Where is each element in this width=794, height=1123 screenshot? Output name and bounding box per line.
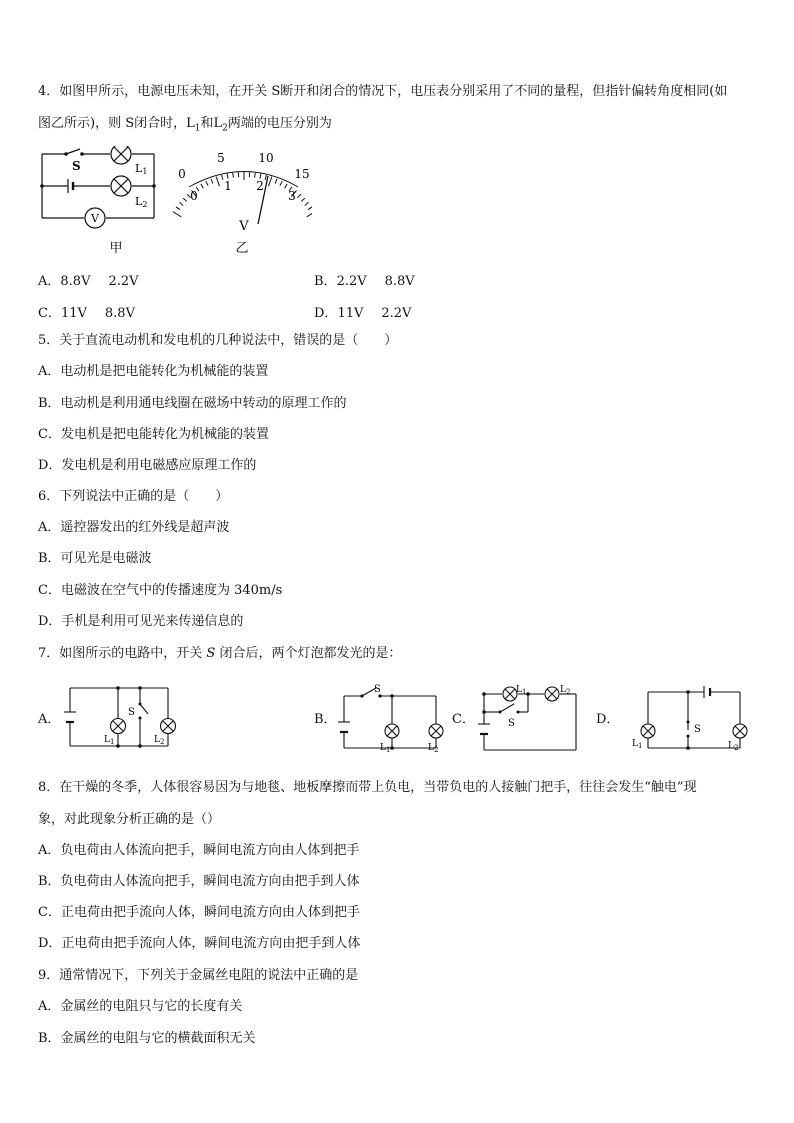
q7-circuit-a (62, 684, 182, 752)
q4-figure-yi (172, 146, 312, 258)
q4-options-row2 (38, 302, 758, 321)
q7c-lamp1-label: $L_1$ (516, 685, 527, 696)
q4-jia-switch-label: S (72, 159, 81, 173)
q9-stem: 9．通常情况下，下列关于金属丝电阻的说法中正确的是 (38, 968, 359, 983)
dial-tick-mark (269, 177, 272, 187)
q4-jia-caption: 甲 (109, 241, 123, 256)
dial-tick-mark (176, 207, 180, 210)
q5-option-a[interactable]: A．电动机是把电能转化为机械能的装置 (38, 364, 269, 379)
dial-tick-mark (227, 174, 228, 179)
q4-yi-lower-tick-1: 1 (224, 179, 232, 193)
q5-option-b[interactable]: B．电动机是利用通电线圈在磁场中转动的原理工作的 (38, 396, 347, 411)
dial-tick-mark (305, 202, 309, 205)
q6-option-c[interactable]: C．电磁波在空气中的传播速度为 340m/s (38, 583, 283, 598)
q7a-lamp1-label: $L_1$ (104, 735, 115, 746)
q4-yi-upper-tick-15: 15 (294, 167, 310, 181)
dial-tick-mark (173, 212, 181, 217)
dial-tick-mark (285, 184, 288, 188)
q4-stem-line1: 4．如图甲所示，电源电压未知，在开关 S断开和闭合的情况下，电压表分别采用了不同的量程，但指针偏转角度相同(如 (38, 84, 728, 99)
q6-stem: 6．下列说法中正确的是（ ） (38, 489, 229, 504)
q9-option-a[interactable]: A．金属丝的电阻只与它的长度有关 (38, 999, 243, 1014)
q7d-lamp1-label: $L_1$ (632, 739, 643, 750)
q8-option-d[interactable]: D．正电荷由把手流向人体，瞬间电流方向由把手到人体 (38, 936, 361, 951)
q4-figure-jia (38, 146, 162, 258)
dial-tick-mark (297, 194, 300, 198)
q7-option-d-label[interactable]: D． (596, 712, 620, 727)
q4-yi-upper-tick-0: 0 (178, 167, 186, 181)
dial-tick-mark (233, 173, 234, 178)
q8-option-a[interactable]: A．负电荷由人体流向把手，瞬间电流方向由人体到把手 (38, 843, 360, 858)
q4-yi-caption: 乙 (235, 241, 249, 256)
dial-tick-mark (222, 175, 223, 180)
q7-option-a-label[interactable]: A． (38, 712, 61, 727)
q6-option-d[interactable]: D．手机是利用可见光来传递信息的 (38, 614, 244, 629)
dial-tick-mark (211, 179, 213, 184)
dial-tick-mark (206, 181, 208, 186)
q6-option-a[interactable]: A．遥控器发出的红外线是超声波 (38, 520, 230, 535)
q7a-lamp2-label: $L_2$ (154, 735, 165, 746)
dial-tick-mark (265, 175, 266, 180)
dial-tick-mark (255, 173, 256, 178)
q4-stem-line2: 图乙所示)，则 S闭合时，$L_1$和$L_2$两端的电压分别为 (38, 116, 332, 134)
dial-tick-mark (280, 181, 282, 186)
q4-jia-lamp1-label: L1 (135, 162, 148, 176)
q7c-lamp2-label: $L_2$ (560, 685, 571, 696)
q5-option-c[interactable]: C．发电机是把电能转化为机械能的装置 (38, 427, 269, 442)
q4-yi-upper-tick-5: 5 (217, 151, 225, 165)
q4-options-row1 (38, 270, 758, 289)
q7-circuit-d (628, 682, 756, 756)
q7a-switch-label: S (128, 707, 135, 718)
q7-stem: 7．如图所示的电路中，开关 S 闭合后，两个灯泡都发光的是： (38, 646, 402, 661)
dial-tick-mark (307, 212, 312, 217)
q9-option-b[interactable]: B．金属丝的电阻与它的横截面积无关 (38, 1031, 256, 1046)
q4-option-c[interactable]: C．11V 8.8V (38, 306, 135, 321)
q7-option-b-label[interactable]: B． (314, 712, 337, 727)
q7d-lamp2-label: $L_2$ (728, 741, 739, 752)
q4-yi-lower-tick-2: 2 (256, 179, 264, 193)
q4-yi-lower-tick-0: 0 (190, 189, 198, 203)
q7-circuit-c (470, 682, 582, 756)
q8-stem-line1: 8．在干燥的冬季，人体很容易因为与地毯、地板摩擦而带上负电，当带负电的人接触门把手，往往会发生“触电”现 (38, 780, 697, 795)
q8-option-b[interactable]: B．负电荷由人体流向把手，瞬间电流方向由把手到人体 (38, 874, 360, 889)
q5-option-d[interactable]: D．发电机是利用电磁感应原理工作的 (38, 458, 257, 473)
q4-option-a[interactable]: A．8.8V 2.2V (38, 274, 139, 289)
q7b-switch-label: S (374, 684, 381, 695)
q7c-switch-label: S (508, 718, 515, 729)
q8-option-c[interactable]: C．正电荷由把手流向人体，瞬间电流方向由人体到把手 (38, 905, 360, 920)
q7d-switch-label: S (694, 724, 701, 735)
q6-option-b[interactable]: B．可见光是电磁波 (38, 551, 152, 566)
dial-tick-mark (301, 198, 305, 201)
q4-jia-voltmeter-label: V (91, 212, 99, 225)
dial-tick-mark (260, 174, 261, 179)
q5-stem: 5．关于直流电动机和发电机的几种说法中，错误的是（ ） (38, 333, 398, 348)
q4-option-d[interactable]: D．11V 2.2V (314, 306, 412, 321)
dial-tick-mark (275, 179, 277, 184)
q8-stem-line2: 象，对此现象分析正确的是（） (38, 812, 221, 827)
q4-yi-meter-label: V (239, 219, 249, 234)
dial-tick-mark (201, 184, 204, 188)
q4-yi-lower-tick-3: 3 (288, 189, 296, 203)
q4-option-b[interactable]: B．2.2V 8.8V (314, 274, 415, 289)
q7-circuit-b (336, 684, 448, 754)
dial-tick-mark (183, 198, 187, 201)
q7b-lamp1-label: $L_1$ (380, 743, 391, 754)
dial-tick-mark (216, 177, 219, 187)
q4-yi-upper-tick-10: 10 (258, 151, 274, 165)
q7-option-c-label[interactable]: C． (452, 712, 475, 727)
q7b-lamp2-label: $L_2$ (428, 743, 439, 754)
dial-tick-mark (308, 207, 312, 210)
dial-tick-mark (179, 202, 183, 205)
q4-jia-lamp2-label: L2 (135, 195, 148, 209)
